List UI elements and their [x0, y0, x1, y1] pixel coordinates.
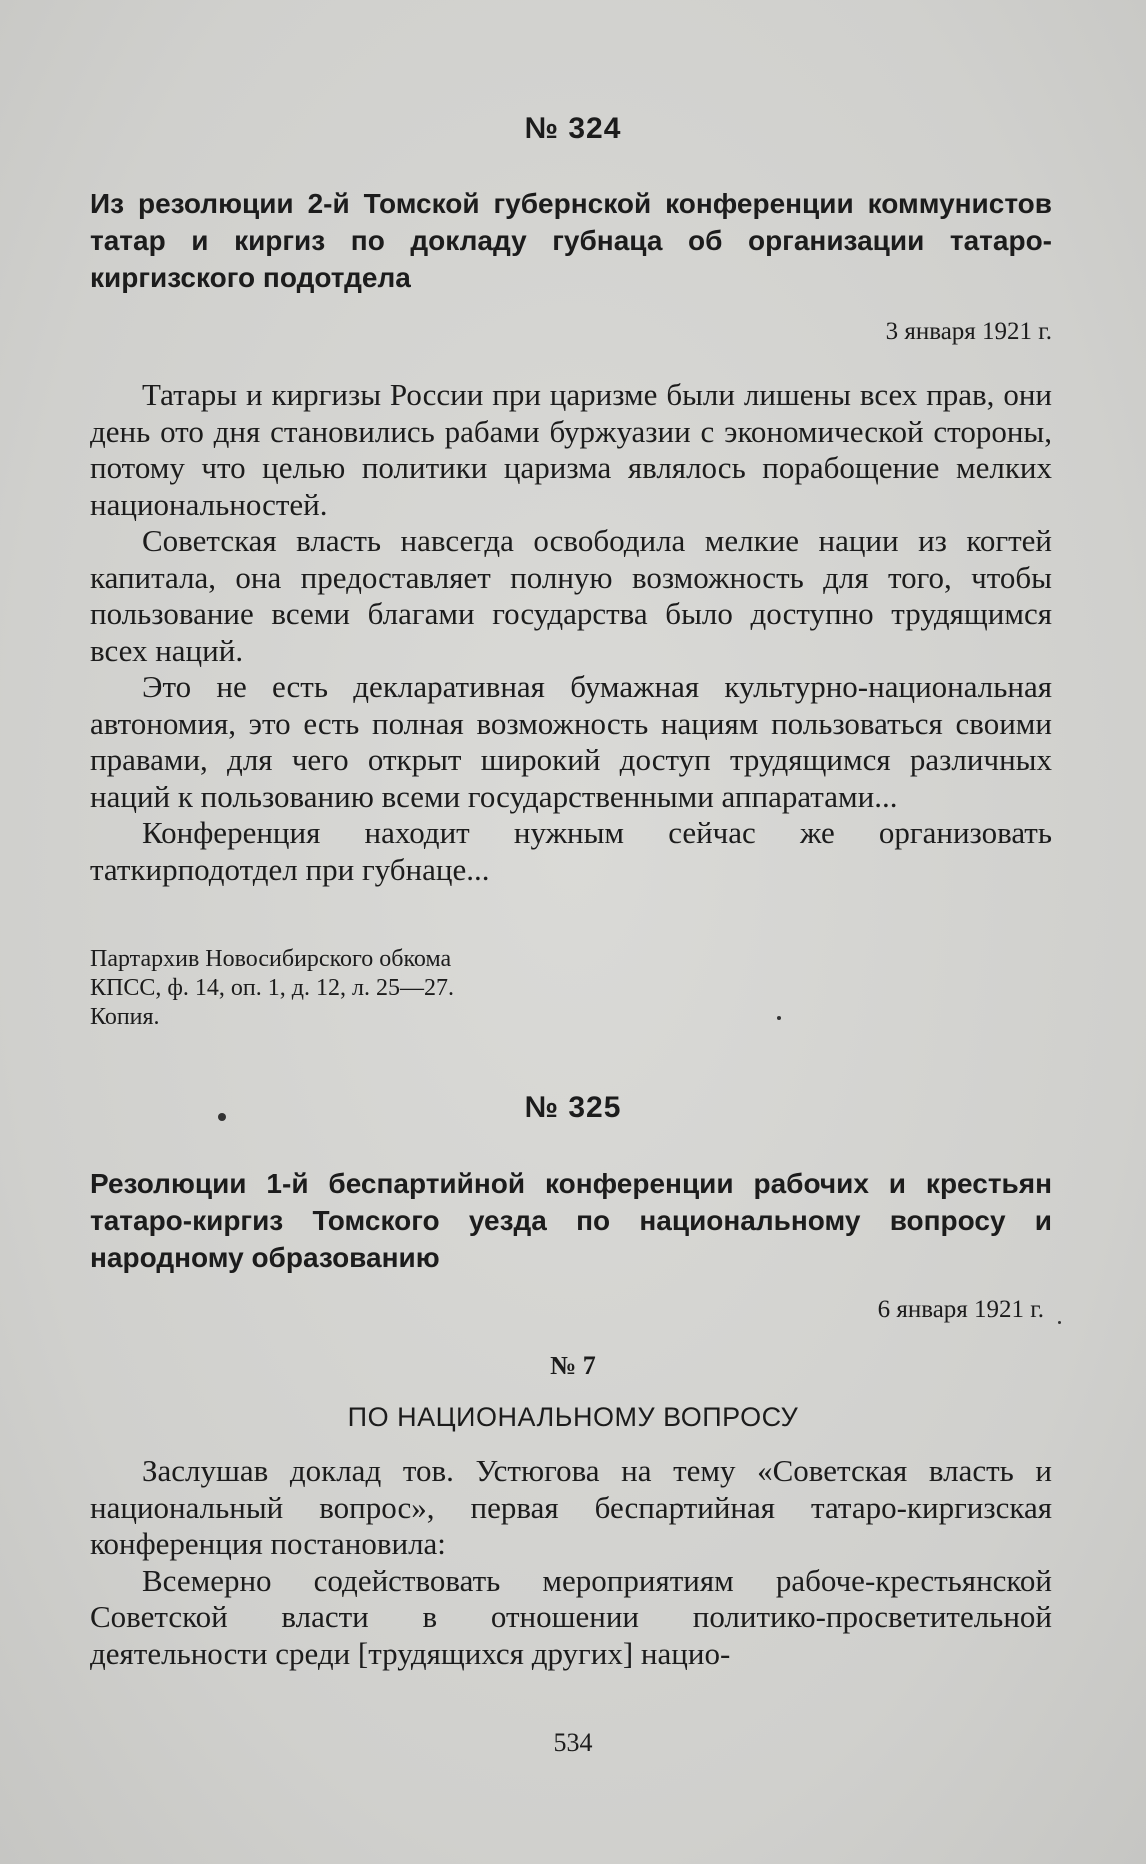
archive-source-note [90, 945, 610, 1032]
document-325-date: 6 января 1921 г. [877, 1296, 1044, 1323]
source-line-1: Партархив Новосибирского обкома [90, 946, 452, 972]
print-speck [218, 1113, 226, 1121]
document-325-paragraph-2: Всемерно содействовать мероприятиям рабоче-крестьянской Советской власти в отношении политико-просветительной деятельности среди [трудящихся других] нацио- [90, 1562, 1052, 1671]
document-324-body [90, 377, 1052, 888]
print-speck [1058, 1321, 1061, 1324]
document-324-paragraph-3: Это не есть декларативная бумажная культурно-национальная автономия, это есть полная возможность нациям пользоваться своими правами, для чего открыт широкий доступ трудящимся различных наций к пользованию всеми государственными аппаратами... [90, 669, 1052, 814]
document-325-paragraph-1: Заслушав доклад тов. Устюгова на тему «Советская власть и национальный вопрос», первая беспартийная татаро-киргизская конференция постановила: [90, 1453, 1052, 1561]
source-line-3: Копия. [90, 1004, 160, 1030]
page-number: 534 [553, 1728, 593, 1757]
document-number-324: № 324 [524, 112, 622, 145]
document-324-paragraph-4: Конференция находит нужным сейчас же организовать таткирподотдел при губнаце... [90, 815, 1052, 887]
document-324-title: Из резолюции 2-й Томской губернской конференции коммунистов татар и киргиз по докладу губнаца об организации татаро-киргизского подотдела [90, 188, 1052, 293]
document-number-325: № 325 [524, 1091, 622, 1124]
document-324-paragraph-2: Советская власть навсегда освободила мелкие нации из когтей капитала, она предоставляет полную возможность для того, чтобы пользование всеми благами государства было доступно трудящимся всех наций. [90, 523, 1052, 668]
document-325-title: Резолюции 1-й беспартийной конференции рабочих и крестьян татаро-киргиз Томского уезда по национальному вопросу и народному образованию [90, 1168, 1052, 1273]
document-324-date: 3 января 1921 г. [885, 318, 1052, 345]
resolution-heading: ПО НАЦИОНАЛЬНОМУ ВОПРОСУ [347, 1402, 799, 1432]
resolution-number: № 7 [550, 1351, 596, 1380]
document-324-header [90, 185, 1052, 296]
print-speck [777, 1016, 781, 1020]
document-325-body [90, 1453, 1052, 1672]
source-line-2: КПСС, ф. 14, оп. 1, д. 12, л. 25—27. [90, 975, 454, 1001]
document-324-paragraph-1: Татары и киргизы России при царизме были лишены всех прав, они день ото дня становились рабами буржуазии с экономической стороны, потому что целью политики царизма являлось порабощение мелких национальностей. [90, 377, 1052, 522]
